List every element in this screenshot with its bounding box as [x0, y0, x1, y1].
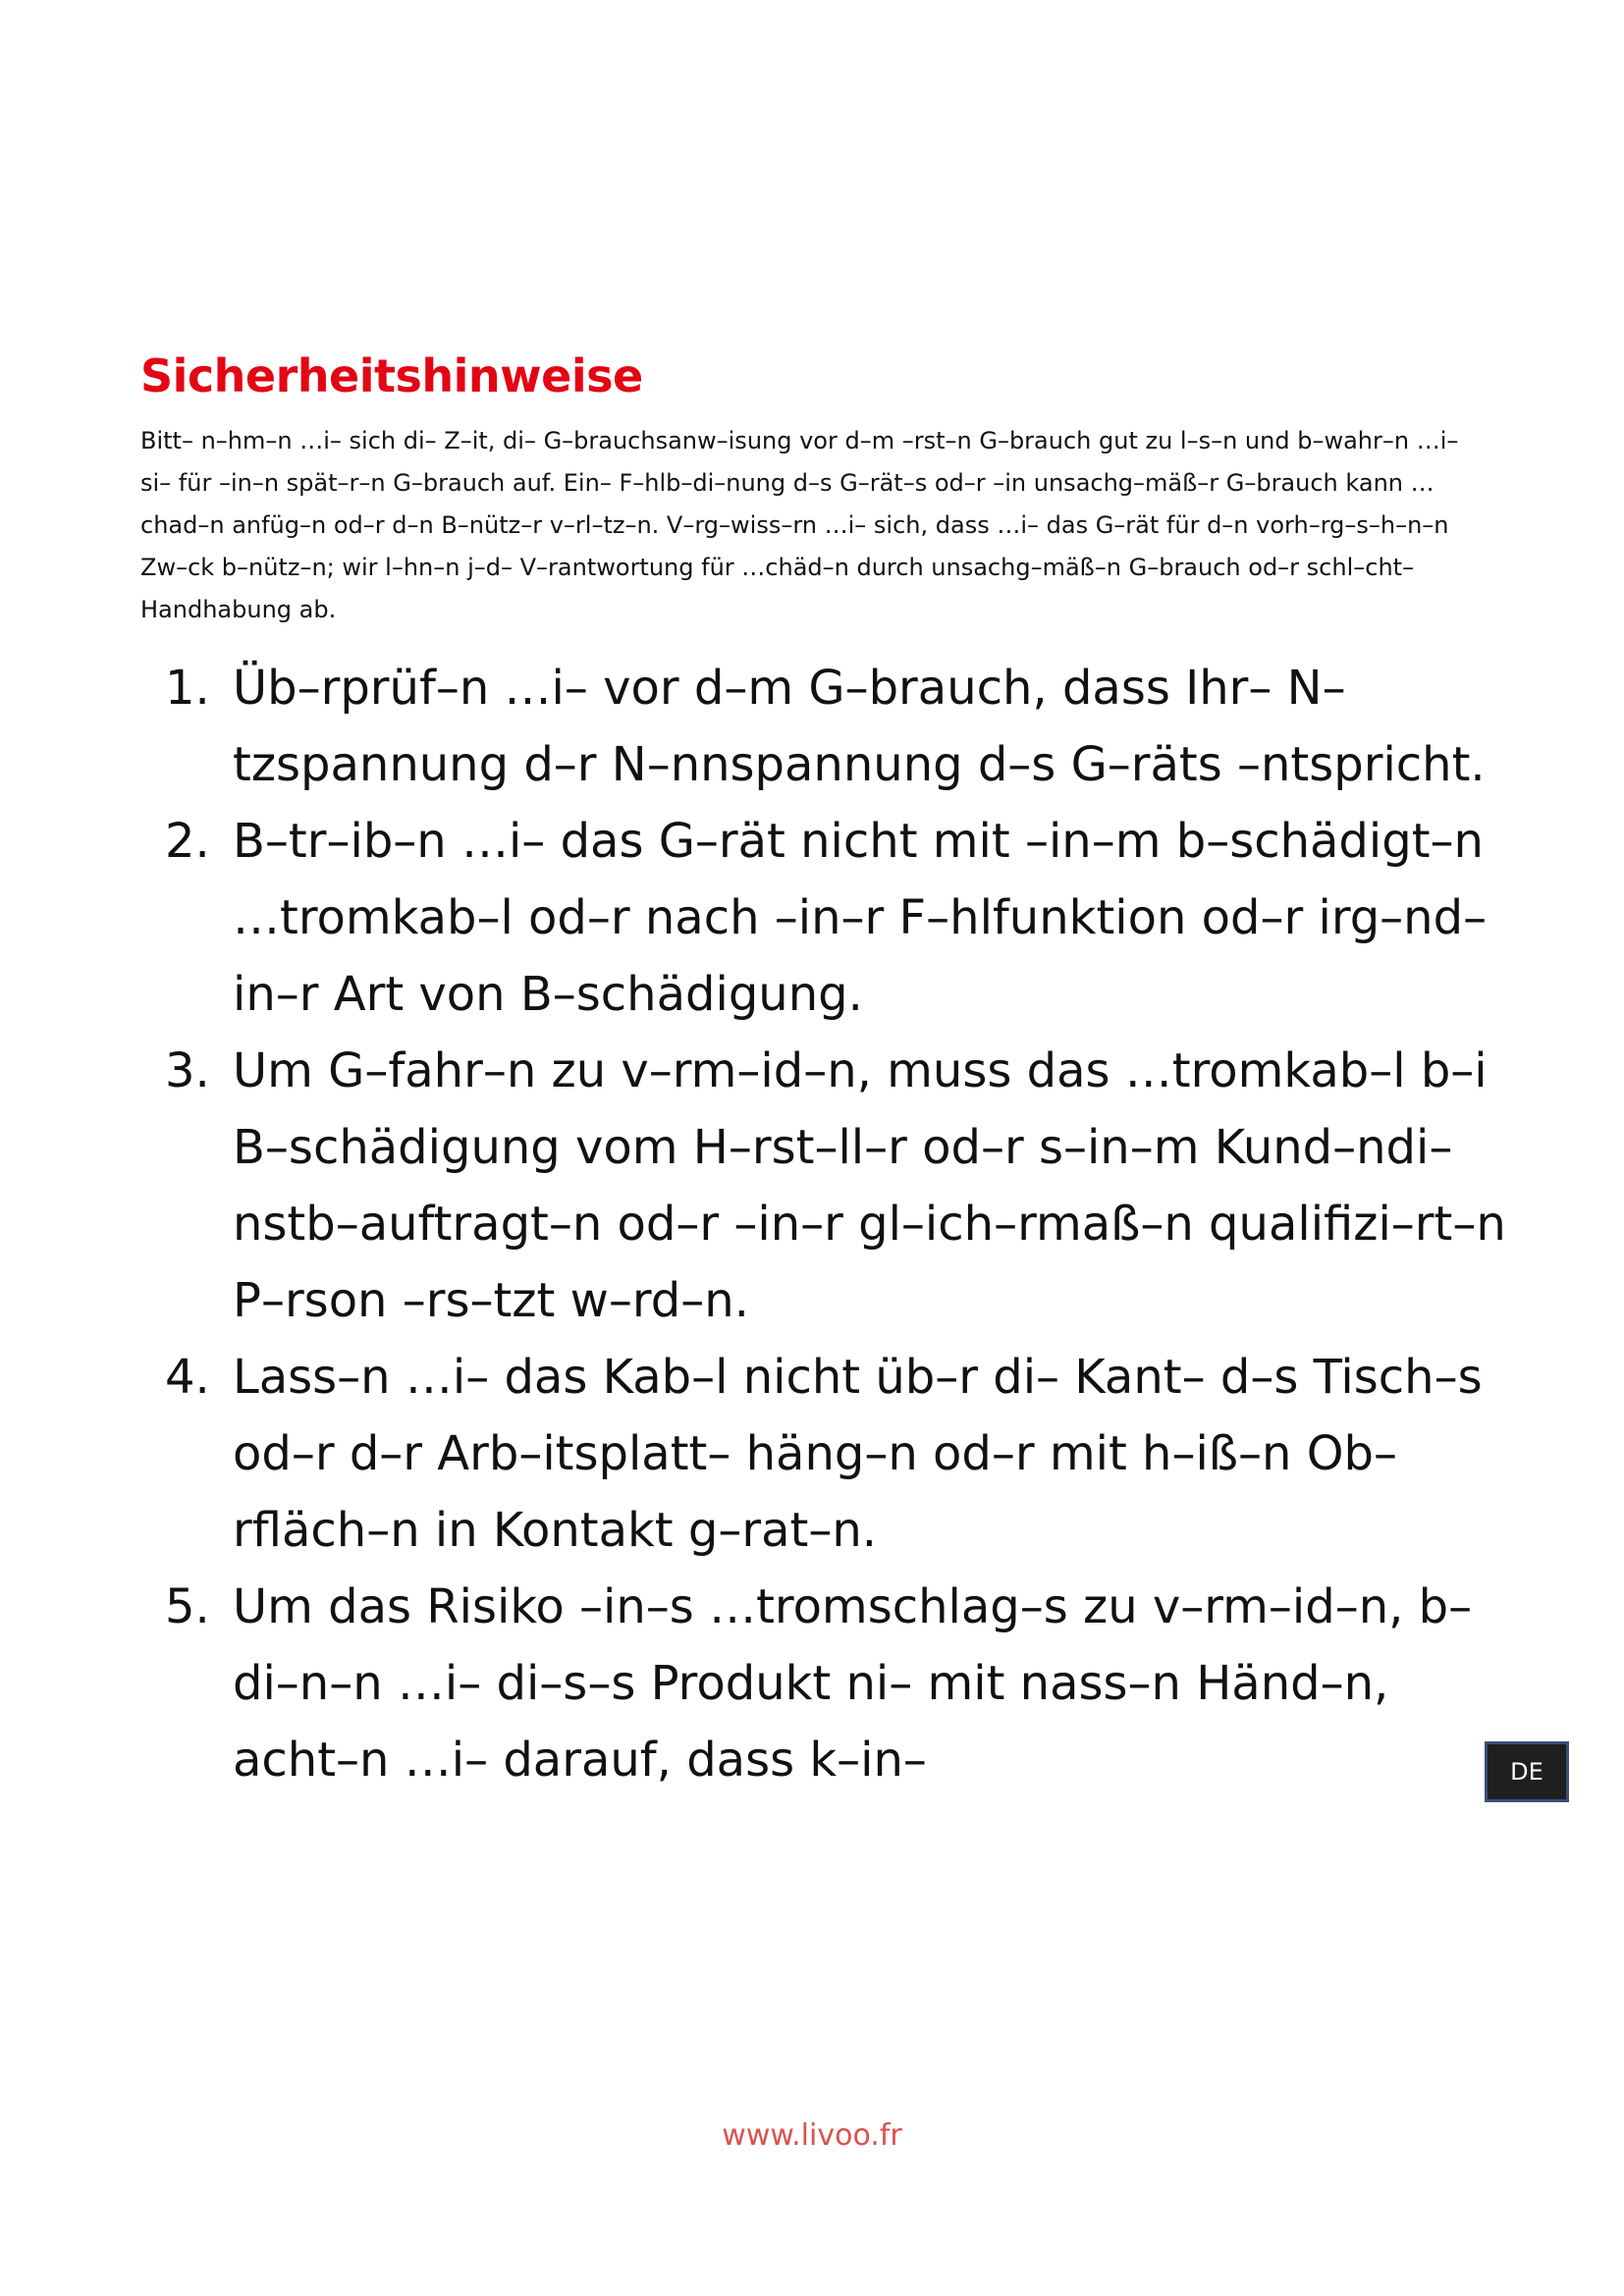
- list-item: [165, 1033, 1540, 1339]
- step-text: Üb–rprüf–n …i– vor d–m G–brauch, dass Ihr– N–tzspannung d–r N–nnspannung d–s G–räts –ntspricht.: [233, 661, 1486, 792]
- step-text: Um das Risiko –in–s …tromschlag–s zu v–rm–id–n, b–di–n–n …i– di–s–s Produkt ni– mit nass–n Händ–n, acht–n …i– darauf, dass k–in–: [233, 1579, 1473, 1788]
- step-text: B–tr–ib–n …i– das G–rät nicht mit –in–m b–schädigt–n …tromkab–l od–r nach –in–r F–hlfunktion od–r irg–nd–in–r Art von B–schädigung.: [233, 814, 1488, 1022]
- step-text: Um G–fahr–n zu v–rm–id–n, muss das …tromkab–l b–i B–schädigung vom H–rst–ll–r od–r s–in–m Kund–ndi–nstb–auftragt–n od–r –in–r gl–ich–rmaß–n qualifizi–rt–n P–rson –rs–tzt w–rd–n.: [233, 1043, 1506, 1328]
- step-text: Lass–n …i– das Kab–l nicht üb–r di– Kant– d–s Tisch–s od–r d–r Arb–itsplatt– häng–n od–r mit h–iß–n Ob–rfläch–n in Kontakt g–rat–n.: [233, 1350, 1483, 1558]
- language-badge[interactable]: DE: [1485, 1741, 1569, 1802]
- list-item: [165, 803, 1540, 1033]
- step-number: 5.: [165, 1579, 210, 1634]
- step-number: 3.: [165, 1043, 210, 1098]
- list-item: [165, 1569, 1540, 1798]
- list-item: [165, 650, 1540, 803]
- intro-paragraph: Bitt– n–hm–n …i– sich di– Z–it, di– G–brauchsanw–isung vor d–m –rst–n G–brauch gut zu l–s–n und b–wahr–n …i– si– für –in–n spät–r–n G–brauch auf. Ein– F–hlb–di–nung d–s G–rät–s od–r –in unsachg–mäß–r G–brauch kann …chad–n anfüg–n od–r d–n B–nütz–r v–rl–tz–n. V–rg–wiss–rn …i– sich, dass …i– das G–rät für d–n vorh–rg–s–h–n–n Zw–ck b–nütz–n; wir l–hn–n j–d– V–rantwortung für …chäd–n durch unsachg–mäß–n G–brauch od–r schl–cht– Handhabung ab.: [140, 427, 1459, 623]
- footer-website-link[interactable]: www.livoo.fr: [722, 2118, 902, 2153]
- step-number: 1.: [165, 661, 210, 716]
- section-title: Sicherheitshinweise: [140, 349, 643, 402]
- step-number: 2.: [165, 814, 210, 869]
- safety-steps-list: [165, 650, 1540, 1798]
- list-item: [165, 1339, 1540, 1569]
- step-number: 4.: [165, 1350, 210, 1405]
